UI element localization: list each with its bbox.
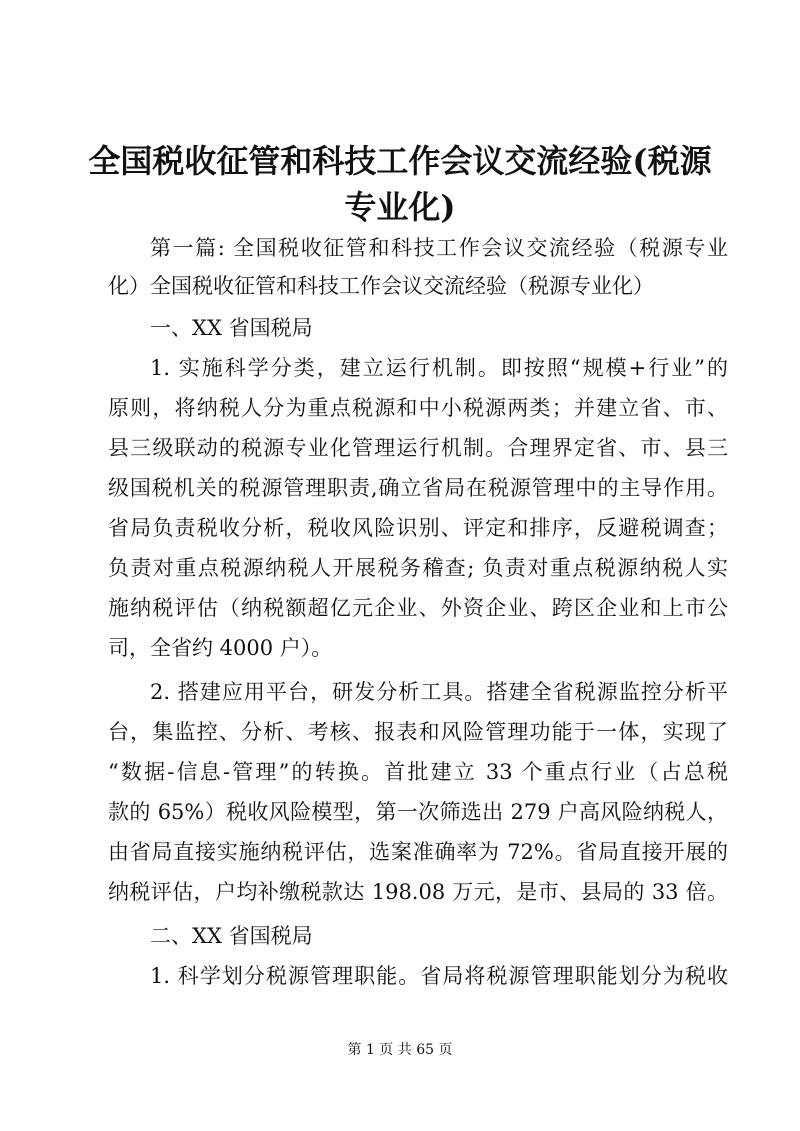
document-title-line-1: 全国税收征管和科技工作会议交流经验(税源 bbox=[88, 142, 712, 180]
paragraph-line: 2. 搭建应用平台，研发分析工具。搭建全省税源监控分析平 bbox=[150, 680, 728, 704]
paragraph-line: 化）全国税收征管和科技工作会议交流经验（税源专业化） bbox=[108, 274, 654, 298]
paragraph-line: 台，集监控、分析、考核、报表和风险管理功能于一体，实现了 bbox=[108, 720, 728, 744]
section-heading: 一、XX 省国税局 bbox=[150, 316, 313, 340]
paragraph-line: 1. 实施科学分类，建立运行机制。即按照“规模+行业”的 bbox=[150, 356, 728, 380]
document-title-line-2: 专业化) bbox=[344, 188, 456, 226]
paragraph-line: 由省局直接实施纳税评估，选案准确率为 72%。省局直接开展的 bbox=[108, 840, 728, 864]
paragraph-line: 负责对重点税源纳税人开展税务稽查; 负责对重点税源纳税人实 bbox=[108, 556, 728, 580]
paragraph-line: 原则，将纳税人分为重点税源和中小税源两类；并建立省、市、 bbox=[108, 396, 728, 420]
section-heading: 二、XX 省国税局 bbox=[150, 924, 313, 948]
paragraph-line: 级国税机关的税源管理职责,确立省局在税源管理中的主导作用。 bbox=[108, 476, 728, 500]
paragraph-line: 款的 65%）税收风险模型，第一次筛选出 279 户高风险纳税人， bbox=[108, 800, 728, 824]
page-footer: 第 1 页 共 65 页 bbox=[347, 1042, 453, 1058]
paragraph-line: 司，全省约 4000 户）。 bbox=[108, 636, 333, 660]
paragraph-line: 县三级联动的税源专业化管理运行机制。合理界定省、市、县三 bbox=[108, 436, 728, 460]
paragraph-line: 1. 科学划分税源管理职能。省局将税源管理职能划分为税收 bbox=[150, 964, 728, 988]
paragraph-line: 纳税评估，户均补缴税款达 198.08 万元，是市、县局的 33 倍。 bbox=[108, 880, 728, 904]
paragraph-line: 施纳税评估（纳税额超亿元企业、外资企业、跨区企业和上市公 bbox=[108, 596, 728, 620]
paragraph-line: “数据-信息-管理”的转换。首批建立 33 个重点行业（占总税 bbox=[108, 760, 728, 784]
paragraph-line: 省局负责税收分析，税收风险识别、评定和排序，反避税调查； bbox=[108, 516, 728, 540]
paragraph-line: 第一篇: 全国税收征管和科技工作会议交流经验（税源专业 bbox=[150, 236, 728, 260]
